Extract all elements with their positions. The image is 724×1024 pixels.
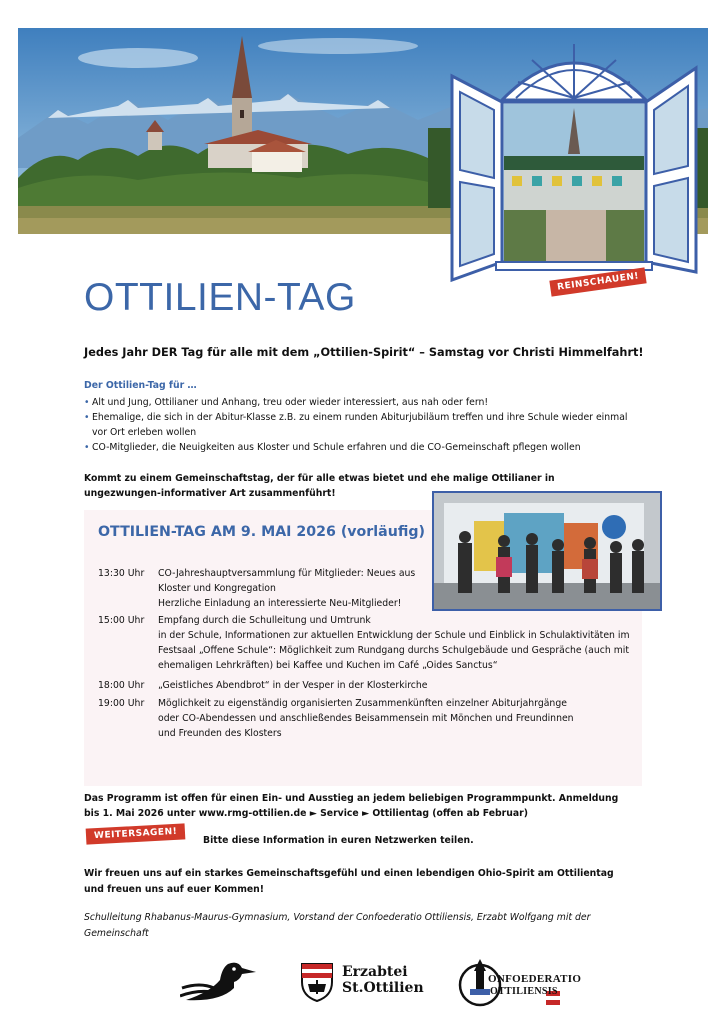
share-text: Bitte diese Information in euren Netzwerken teilen. <box>203 835 474 846</box>
open-window-illustration <box>446 36 702 298</box>
closing-text: Wir freuen uns auf ein starkes Gemeinschaftsgefühl und einen lebendigen Ohio-Spirit am Ottilientag und freuen uns auf euer Kommen! <box>84 868 614 895</box>
group-photo <box>432 491 662 611</box>
reinschauen-badge: REINSCHAUEN! <box>549 267 647 296</box>
subtitle: Jedes Jahr DER Tag für alle mit dem „Ottilien-Spirit“ – Samstag vor Christi Himmelfahrt! <box>84 346 644 359</box>
program-title: OTTILIEN-TAG AM 9. MAI 2026 (vorläufig) <box>98 524 425 540</box>
intro-heading: Der Ottilien-Tag für … <box>84 380 197 391</box>
intro-bullet: • Ehemalige, die sich in der Abitur-Klasse z.B. zu einem runden Abiturjubiläum treffen und ihre Schule wieder einmal vor Ort erleben wollen <box>84 410 644 440</box>
erzabtei-wordmark <box>342 964 424 996</box>
program-text: CO-Jahreshauptversammlung für Mitglieder: Neues aus Kloster und Kongregation Herzliche Einladung an interessierte Neu-Mitglieder! <box>158 568 416 609</box>
invite-text: Kommt zu einem Gemeinschaftstag, der für alle etwas bietet und ehe malige Ottilianer in ungezwungen-informativer Art zusammenführt! <box>84 473 555 499</box>
intro-bullet: • Alt und Jung, Ottilianer und Anhang, treu oder wieder interessiert, aus nah oder fern! <box>84 395 644 410</box>
confoederatio-wordmark-line2: OTTILIENSIS <box>490 986 558 997</box>
program-text: „Geistliches Abendbrot“ in der Vesper in der Klosterkirche <box>158 680 428 691</box>
signature-text: Schulleitung Rhabanus-Maurus-Gymnasium, Vorstand der Confoederatio Ottiliensis, Erzabt Wolfgang mit der Gemeinschaft <box>84 912 591 939</box>
intro-bullet: • CO-Mitglieder, die Neuigkeiten aus Kloster und Schule erfahren und die CO-Gemeinschaft pflegen wollen <box>84 440 644 455</box>
program-text: Empfang durch die Schulleitung und Umtrunk in der Schule, Informationen zur aktuellen Entwicklung der Schule und Einblick in Schulaktivitäten im Festsaal „Offene Schule“: Möglichkeit zum Rundgang durchs Schulgebäude und Gespräche (auch mit ehemaligen Lehrkräften) bei Kaffee und Kuchen im Café „Oides Sanctus“ <box>158 615 630 671</box>
school-bird-logo <box>180 958 260 1006</box>
erzabtei-line2: St.Ottilien <box>342 980 424 996</box>
program-time: 18:00 Uhr <box>98 680 145 691</box>
program-text: Möglichkeit zu eigenständig organisierten Zusammenkünften einzelner Abiturjahrgänge oder CO-Abendessen und anschließendes Beisammensein mit Mönchen und Freundinnen und Freunden des Klosters <box>158 698 574 739</box>
intro-bullet-list <box>84 395 644 455</box>
registration-note: Das Programm ist offen für einen Ein- und Ausstieg an jedem beliebigen Programmpunkt. Anmeldung bis 1. Mai 2026 unter www.rmg-ottilien.de ► Service ► Ottilientag (offen ab Februar) <box>84 793 619 819</box>
program-time: 15:00 Uhr <box>98 615 145 626</box>
erzabtei-shield-logo <box>300 962 334 1002</box>
page-title: OTTILIEN-TAG <box>84 276 356 319</box>
weitersagen-badge: WEITERSAGEN! <box>86 823 186 844</box>
program-time: 19:00 Uhr <box>98 698 145 709</box>
confoederatio-wordmark-line1: ONFOEDERATIO <box>488 973 582 985</box>
program-time: 13:30 Uhr <box>98 568 145 579</box>
erzabtei-line1: Erzabtei <box>342 964 408 980</box>
